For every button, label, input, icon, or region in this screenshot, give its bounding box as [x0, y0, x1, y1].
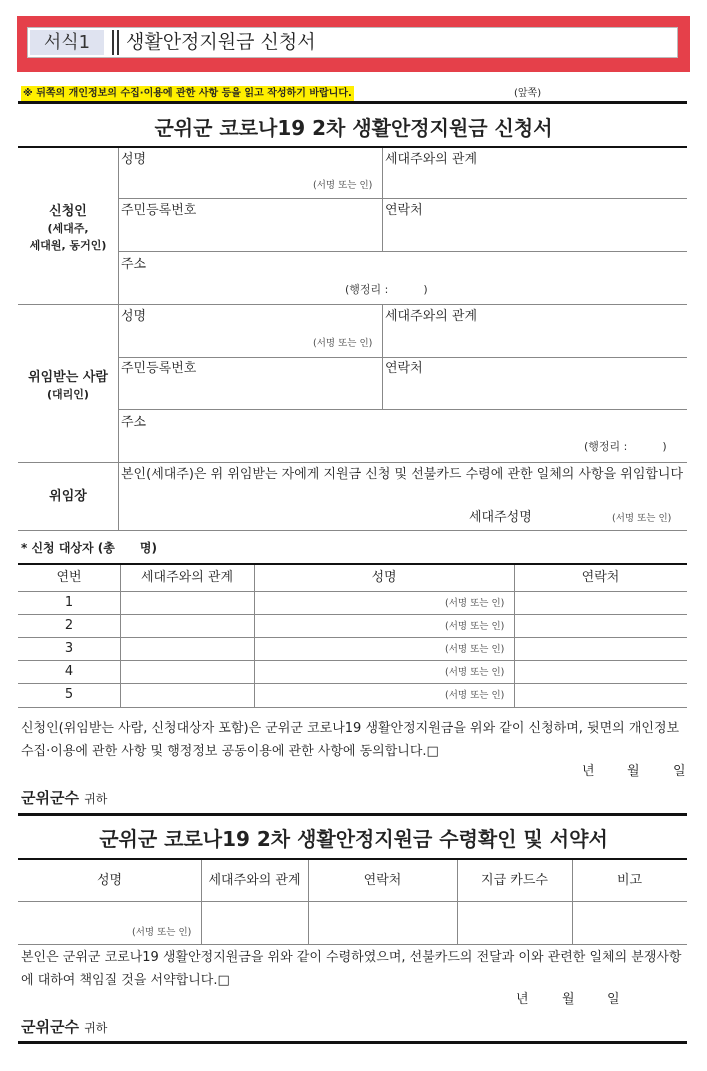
date-day: 일: [607, 992, 620, 1007]
grid-line: [18, 707, 687, 708]
grid-line: [18, 530, 687, 531]
grid-line: [18, 462, 687, 463]
addressee-name: 군위군수: [21, 789, 79, 807]
applicant-label-text: 신청인: [49, 204, 87, 219]
grid-line: [18, 304, 687, 305]
grid-line: [18, 901, 687, 902]
privacy-notice: ※ 뒤쪽의 개인정보의 수집·이용에 관한 사항 등을 읽고 작성하기 바랍니다.: [23, 88, 352, 99]
grid-line: [118, 409, 687, 410]
row-number: 5: [64, 687, 74, 702]
grid-line: [118, 251, 687, 252]
row-number: 2: [64, 618, 74, 633]
rule: [18, 813, 687, 816]
grid-line: [18, 591, 687, 592]
delegate-label: [18, 369, 118, 403]
grid-line: [118, 198, 687, 199]
col-name: 성명: [371, 570, 397, 585]
grid-line: [118, 357, 687, 358]
row-sign-hint: (서명 또는 인): [445, 598, 505, 609]
honorific: 귀하: [84, 1021, 108, 1035]
applicant-id-label: 주민등록번호: [121, 203, 197, 218]
applicant-address-label: 주소: [121, 257, 147, 272]
power-text: 본인(세대주)은 위 위임받는 자에게 지원금 신청 및 선불카드 수령에 관한 일체의 사항을 위임합니다: [121, 467, 684, 482]
delegate-district: (행정리 : ): [584, 440, 667, 453]
receipt-col-note: 비고: [616, 873, 643, 888]
rule: [18, 1041, 687, 1044]
rule: [18, 858, 687, 860]
front-page-label: (앞쪽): [514, 88, 542, 99]
grid-line: [18, 614, 687, 615]
date-day: 일: [673, 764, 686, 779]
application-title: 군위군 코로나19 2차 생활안정지원금 신청서: [154, 116, 553, 140]
col-relation: 세대주와의 관계: [140, 570, 234, 585]
receipt-sign-hint: (서명 또는 인): [132, 927, 192, 938]
row-number: 3: [64, 641, 74, 656]
form-title: 생활안정지원금 신청서: [126, 31, 316, 53]
date-month: 월: [627, 764, 640, 779]
col-no: 연번: [56, 570, 82, 585]
date-year: 년: [582, 764, 595, 779]
grid-line: [382, 148, 383, 251]
col-contact: 연락처: [581, 570, 620, 585]
grid-line: [18, 637, 687, 638]
targets-heading: * 신청 대상자 (총 명): [21, 541, 157, 555]
applicant-district: (행정리 : ): [345, 283, 428, 296]
rule: [18, 563, 687, 565]
applicant-relation-label: 세대주와의 관계: [385, 152, 478, 167]
delegate-contact-label: 연락처: [385, 361, 423, 376]
power-sign-hint: (서명 또는 인): [612, 513, 672, 524]
delegate-id-label: 주민등록번호: [121, 361, 197, 376]
delegate-label-text: 위임받는 사람: [28, 370, 108, 385]
row-sign-hint: (서명 또는 인): [445, 621, 505, 632]
grid-line: [18, 944, 687, 945]
receipt-col-cards: 지급 카드수: [481, 873, 548, 888]
applicant-sub: (세대주,: [47, 222, 89, 235]
delegate-address-label: 주소: [121, 415, 147, 430]
row-sign-hint: (서명 또는 인): [445, 690, 505, 701]
delegate-relation-label: 세대주와의 관계: [385, 309, 478, 324]
consent-text: 신청인(위임받는 사람, 신청대상자 포함)은 군위군 코로나19 생활안정지원금을 위와 같이 신청하며, 뒷면의 개인정보 수집·이용에 관한 사항 및 행정정보 공동이용에 관한 사항에 동의합니다.□: [21, 721, 680, 759]
row-number: 4: [64, 664, 74, 679]
applicant-sub: 세대원, 동거인): [29, 239, 107, 252]
receipt-title: 군위군 코로나19 2차 생활안정지원금 수령확인 및 서약서: [99, 827, 608, 851]
receipt-addressee: [21, 1016, 107, 1037]
divider: [112, 30, 114, 55]
applicant-contact-label: 연락처: [385, 203, 423, 218]
receipt-col-name: 성명: [96, 873, 123, 888]
row-sign-hint: (서명 또는 인): [445, 667, 505, 678]
delegate-sub: (대리인): [47, 388, 89, 401]
addressee: [21, 787, 107, 808]
applicant-sign-hint: (서명 또는 인): [313, 180, 373, 191]
delegate-name-label: 성명: [121, 309, 147, 324]
header-box: [27, 27, 678, 58]
receipt-col-contact: 연락처: [363, 873, 402, 888]
power-label: 위임장: [49, 489, 87, 504]
applicant-label: [18, 203, 118, 254]
row-number: 1: [64, 595, 74, 610]
grid-line: [18, 660, 687, 661]
honorific: 귀하: [84, 792, 108, 806]
form-number: 서식1: [30, 30, 104, 55]
pledge-text: 본인은 군위군 코로나19 생활안정지원금을 위와 같이 수령하였으며, 선불카드의 전달과 이와 관련한 일체의 분쟁사항에 대하여 책임질 것을 서약합니다.□: [21, 950, 682, 988]
rule: [18, 101, 687, 104]
grid-line: [18, 683, 687, 684]
divider: [117, 30, 119, 55]
head-sign-label: 세대주성명: [469, 510, 532, 525]
row-sign-hint: (서명 또는 인): [445, 644, 505, 655]
receipt-col-relation: 세대주와의 관계: [208, 873, 301, 888]
addressee-name: 군위군수: [21, 1018, 79, 1036]
applicant-name-label: 성명: [121, 152, 147, 167]
grid-line: [118, 148, 119, 530]
date-year: 년: [516, 992, 529, 1007]
date-month: 월: [562, 992, 575, 1007]
delegate-sign-hint: (서명 또는 인): [313, 338, 373, 349]
